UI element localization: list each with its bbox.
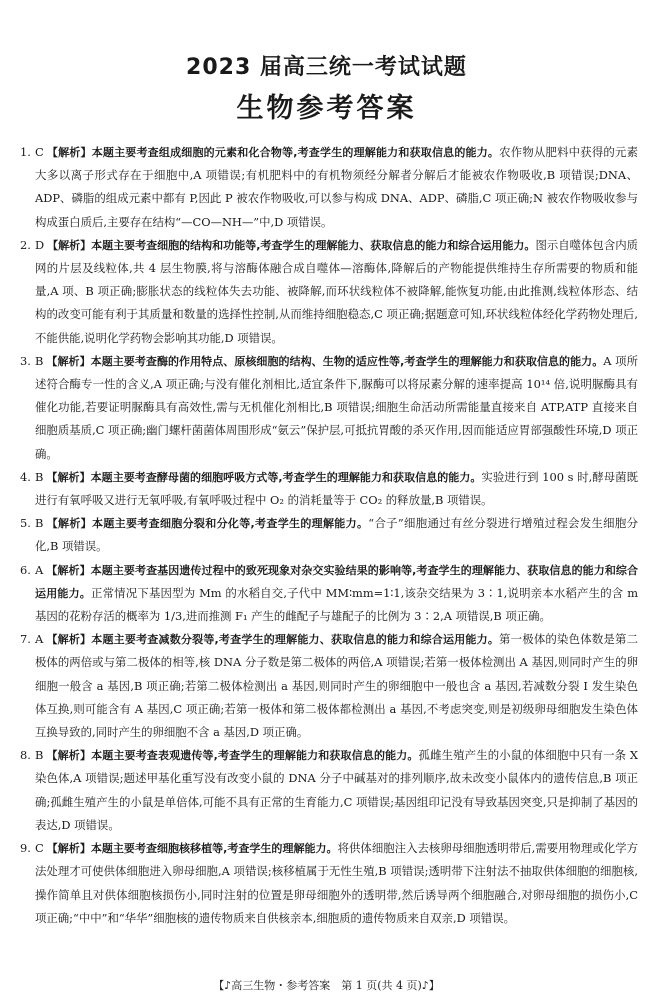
page-footer: 【♪高三生物・参考答案 第 1 页(共 4 页)♪】 xyxy=(213,979,440,992)
analysis-body: 将供体细胞注入去核卵母细胞透明带后,需要用物理或化学方法处理才可使供体细胞进入卵母细胞,A 项错误;核移植属于无性生殖,B 项错误;透明带下注射法不抽取供体细胞的细胞核,操作简单且对供体细胞核损伤小,同时注射的位置是卵母细胞外的透明带,然后诱导两个细胞融合,对卵母细胞的损伤小,C 项正确;“中中”和“华华”细胞核的遗传物质来自供核亲本,细胞质的遗传物质来自双亲,D 项错误。 xyxy=(35,841,639,925)
answer-item-8 xyxy=(20,744,638,837)
answer-item-6 xyxy=(20,559,638,629)
analysis-tag: 【解析】 xyxy=(46,633,92,647)
analysis-focus: 本题主要考查细胞的结构和功能等,考查学生的理解能力、获取信息的能力和综合运用能力。 xyxy=(91,238,536,252)
analysis-tag: 【解析】 xyxy=(46,146,92,159)
analysis-tag: 【解析】 xyxy=(46,517,92,531)
analysis-focus: 本题主要考查酶的作用特点、原核细胞的结构、生物的适应性等,考查学生的理解能力和获取信息的能力。 xyxy=(90,354,604,368)
analysis-tag: 【解析】 xyxy=(46,354,91,368)
analysis-body: A 项所述符合酶专一性的含义,A 项正确;与没有催化剂相比,适宜条件下,脲酶可以将尿素分解的速率提高 10¹⁴ 倍,说明脲酶具有催化功能,若要证明脲酶具有高效性,需与无机催化剂相比,B 项错误;细胞生命活动所需能量直接来自 ATP,ATP 直接来自细胞质基质,C 项正确;幽门螺杆菌菌体周围形成“氨云”保护层,可抵抗胃酸的杀灭作用,因而能适应胃部强酸性环境,D 项正确。 xyxy=(35,353,638,461)
analysis-focus: 本题主要考查表观遗传等,考查学生的理解能力和获取信息的能力。 xyxy=(91,749,419,763)
analysis-tag: 【解析】 xyxy=(47,238,92,252)
answer-list xyxy=(20,141,638,930)
answer-choice: B xyxy=(35,353,44,368)
analysis-tag: 【解析】 xyxy=(46,470,91,484)
question-number: 2. xyxy=(20,237,31,252)
analysis-focus: 本题主要考查基因遗传过程中的致死现象对杂交实验结果的影响等,考查学生的理解能力、获取信息的能力和综合运用能力。 xyxy=(35,563,639,600)
exam-title: 2023 届高三统一考试试题 xyxy=(186,55,467,80)
answer-choice: C xyxy=(35,145,44,159)
answer-choice: A xyxy=(35,632,44,647)
analysis-body: 第一极体的染色体数是第二极体的两倍或与第二极体的相等,核 DNA 分子数是第二极体的两倍,A 项错误;若第一极体检测出 A 基因,则同时产生的卵细胞一般含 a 基因,B 项正确;若第二极体检测出 a 基因,则同时产生的卵细胞中一般也含 a 基因,若减数分裂 Ⅰ 发生染色体互换,则可能含有 A 基因,C 项正确;若第一极体和第二极体都检测出 a 基因,不考虑突变,则是初级卵母细胞发生染色体互换导致的,同时产生的卵细胞不含 a 基因,D 项正确。 xyxy=(35,632,638,740)
question-number: 8. xyxy=(20,748,31,763)
analysis-focus: 本题主要考查酵母菌的细胞呼吸方式等,考查学生的理解能力和获取信息的能力。 xyxy=(90,470,482,484)
question-number: 7. xyxy=(20,632,31,647)
analysis-focus: 本题主要考查减数分裂等,考查学生的理解能力、获取信息的能力和综合运用能力。 xyxy=(91,633,500,647)
analysis-tag: 【解析】 xyxy=(46,563,91,577)
page-title: 生物参考答案 xyxy=(236,93,417,124)
answer-choice: A xyxy=(35,562,44,577)
analysis-body: 图示自噬体包含内质网的片层及线粒体,共 4 层生物膜,将与溶酶体融合成自噬体—溶酶体,降解后的产物能提供维持生存所需要的物质和能量,A 项、B 项正确;膨胀状态的线粒体失去功能、被降解,而环状线粒体不被降解,能恢复功能,由此推测,线粒体形态、结构的改变可能有利于其质量和数量的选择性控制,从而维持细胞稳态,C 项正确;据题意可知,环状线粒体经化学药物处理后,不能供能,说明化学药物会影响其功能,D 项错误。 xyxy=(35,237,638,345)
answer-choice: B xyxy=(35,469,44,484)
answer-choice: B xyxy=(35,748,44,763)
answer-choice: B xyxy=(35,516,44,531)
question-number: 1. xyxy=(20,145,31,159)
answer-choice: D xyxy=(35,237,45,252)
question-number: 9. xyxy=(20,841,31,856)
analysis-tag: 【解析】 xyxy=(46,842,91,856)
analysis-focus: 本题主要考查细胞分裂和分化等,考查学生的理解能力。 xyxy=(92,517,369,531)
analysis-tag: 【解析】 xyxy=(46,749,92,763)
answer-item-4 xyxy=(20,466,638,512)
question-number: 4. xyxy=(20,469,31,484)
answer-choice: C xyxy=(35,841,44,856)
analysis-focus: 本题主要考查细胞核移植等,考查学生的理解能力。 xyxy=(90,842,338,856)
answer-item-5 xyxy=(20,512,638,558)
analysis-focus: 本题主要考查组成细胞的元素和化合物等,考查学生的理解能力和获取信息的能力。 xyxy=(91,146,500,159)
analysis-body: 实验进行到 100 s 时,酵母菌既进行有氧呼吸又进行无氧呼吸,有氧呼吸过程中 O₂ 的消耗量等于 CO₂ 的释放量,B 项错误。 xyxy=(35,469,638,508)
question-number: 5. xyxy=(20,516,31,531)
answer-item-1 xyxy=(20,141,638,234)
analysis-body: “合子”细胞通过有丝分裂进行增殖过程会发生细胞分化,B 项错误。 xyxy=(35,516,638,554)
answer-item-9 xyxy=(20,837,638,930)
answer-item-2 xyxy=(20,234,638,350)
question-number: 6. xyxy=(20,562,31,577)
answer-item-7 xyxy=(20,628,638,744)
analysis-body: 农作物从肥料中获得的元素大多以离子形式存在于细胞中,A 项错误;有机肥料中的有机物须经分解者分解后才能被农作物吸收,B 项错误;DNA、ADP、磷脂的组成元素中都有 P,因此 P 被农作物吸收,可以参与构成 DNA、ADP、磷脂,C 项正确;N 被农作物吸收参与构成蛋白质后,主要存在结构“—CO—NH—”中,D 项错误。 xyxy=(35,145,638,229)
analysis-body: 孤雌生殖产生的小鼠的体细胞中只有一条 X 染色体,A 项错误;题述甲基化重写没有改变小鼠的 DNA 分子中碱基对的排列顺序,故未改变小鼠体内的遗传信息,B 项正确;孤雌生殖产生的小鼠是单倍体,可能不具有正常的生育能力,C 项错误;基因组印记没有导致基因突变,只是抑制了基因的表达,D 项错误。 xyxy=(35,748,639,832)
answer-item-3 xyxy=(20,350,638,466)
question-number: 3. xyxy=(20,353,31,368)
analysis-body: 正常情况下基因型为 Mm 的水稻自交,子代中 MM∶mm=1∶1,该杂交结果为 3∶1,说明亲本水稻产生的含 m 基因的花粉存活的概率为 1/3,进而推测 F₁ 产生的雌配子与雄配子的比例为 3∶2,A 项错误,B 项正确。 xyxy=(35,585,639,624)
